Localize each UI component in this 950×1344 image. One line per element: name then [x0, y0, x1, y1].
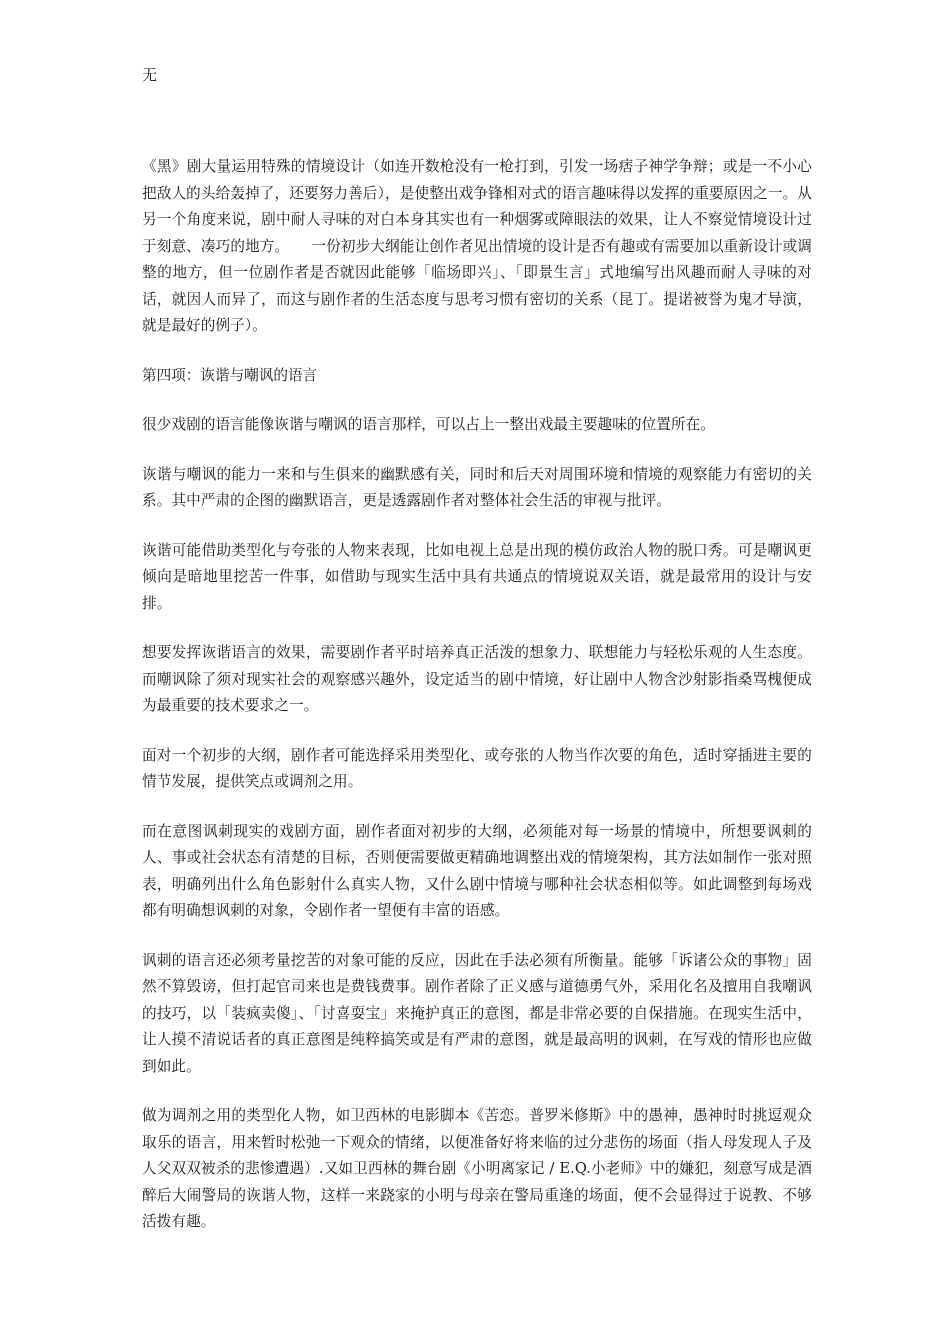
- body-paragraph: 很少戏剧的语言能像诙谐与嘲讽的语言那样，可以占上一整出戏最主要趣味的位置所在。: [142, 416, 716, 433]
- body-paragraph: 想要发挥诙谐语言的效果，需要剧作者平时培养真正活泼的想象力、联想能力与轻松乐观的人生态度。而嘲讽除了须对现实社会的观察感兴趣外，设定适当的剧中情境，好让剧中人物含沙射影指桑骂槐便成为最重要的技术要求之一。: [142, 644, 812, 714]
- body-paragraph: 讽刺的语言还必须考量挖苦的对象可能的反应，因此在手法必须有所衡量。能够「诉诸公众的事物」固然不算毁谤，但打起官司来也是费钱费事。剧作者除了正义感与道德勇气外，采用化名及擅用自我嘲讽的技巧，以「装疯卖傻」、「讨喜耍宝」来掩护真正的意图，都是非常必要的自保措施。在现实生活中，让人摸不清说话者的真正意图是纯粹搞笑或是有严肃的意图，就是最高明的讽刺，在写戏的情形也应做到如此。: [142, 951, 812, 1075]
- section-heading: 第四项：诙谐与嘲讽的语言: [142, 366, 318, 384]
- body-paragraph: 做为调剂之用的类型化人物，如卫西林的电影脚本《苦恋。普罗米修斯》中的愚神，愚神时时挑逗观众取乐的语言，用来暂时松弛一下观众的情绪，以便准备好将来临的过分悲伤的场面（指人母发现人子及人父双双被杀的悲惨遭遇）.又如卫西林的舞台剧《小明离家记 / E.Q.小老师》中的嫌犯，刻意写成是酒醉后大闹警局的诙谐人物，这样一来跷家的小明与母亲在警局重逢的场面，便不会显得过于说教、不够活拨有趣。: [142, 1107, 812, 1230]
- body-paragraph: 诙谐与嘲讽的能力一来和与生俱来的幽默感有关，同时和后天对周围环境和情境的观察能力有密切的关系。其中严肃的企图的幽默语言，更是透露剧作者对整体社会生活的审视与批评。: [142, 465, 812, 509]
- header-mark: 无: [142, 66, 158, 84]
- document-page: [142, 62, 812, 1259]
- body-paragraph: 面对一个初步的大纲，剧作者可能选择采用类型化、或夸张的人物当作次要的角色，适时穿插进主要的情节发展，提供笑点或调剂之用。: [142, 746, 812, 790]
- body-paragraph: 而在意图讽刺现实的戏剧方面，剧作者面对初步的大纲，必须能对每一场景的情境中，所想要讽刺的人、事或社会状态有清楚的目标，否则便需要做更精确地调整出戏的情境架构，其方法如制作一张对照表，明确列出什么角色影射什么真实人物，又什么剧中情境与哪种社会状态相似等。如此调整到每场戏都有明确想讽刺的对象，令剧作者一望便有丰富的语感。: [142, 822, 812, 919]
- body-paragraph: 诙谐可能借助类型化与夸张的人物来表现，比如电视上总是出现的模仿政治人物的脱口秀。可是嘲讽更倾向是暗地里挖苦一件事，如借助与现实生活中具有共通点的情境说双关语，就是最常用的设计与安排。: [142, 541, 812, 612]
- intro-paragraph: 《黑》剧大量运用特殊的情境设计（如连开数枪没有一枪打到，引发一场痞子神学争辩；或是一不小心把敌人的头给轰掉了，还要努力善后），是使整出戏争锋相对式的语言趣味得以发挥的重要原因之一。从另一个角度来说，剧中耐人寻味的对白本身其实也有一种烟雾或障眼法的效果，让人不察觉情境设计过于刻意、凑巧的地方。 一份初步大纲能让创作者见出情境的设计是否有趣或有需要加以重新设计或调整的地方，但一位剧作者是否就因此能够「临场即兴」、「即景生言」式地编写出风趣而耐人寻味的对话，就因人而异了，而这与剧作者的生活态度与思考习惯有密切的关系（昆丁。提诺被誉为鬼才导演，就是最好的例子）。: [142, 158, 812, 334]
